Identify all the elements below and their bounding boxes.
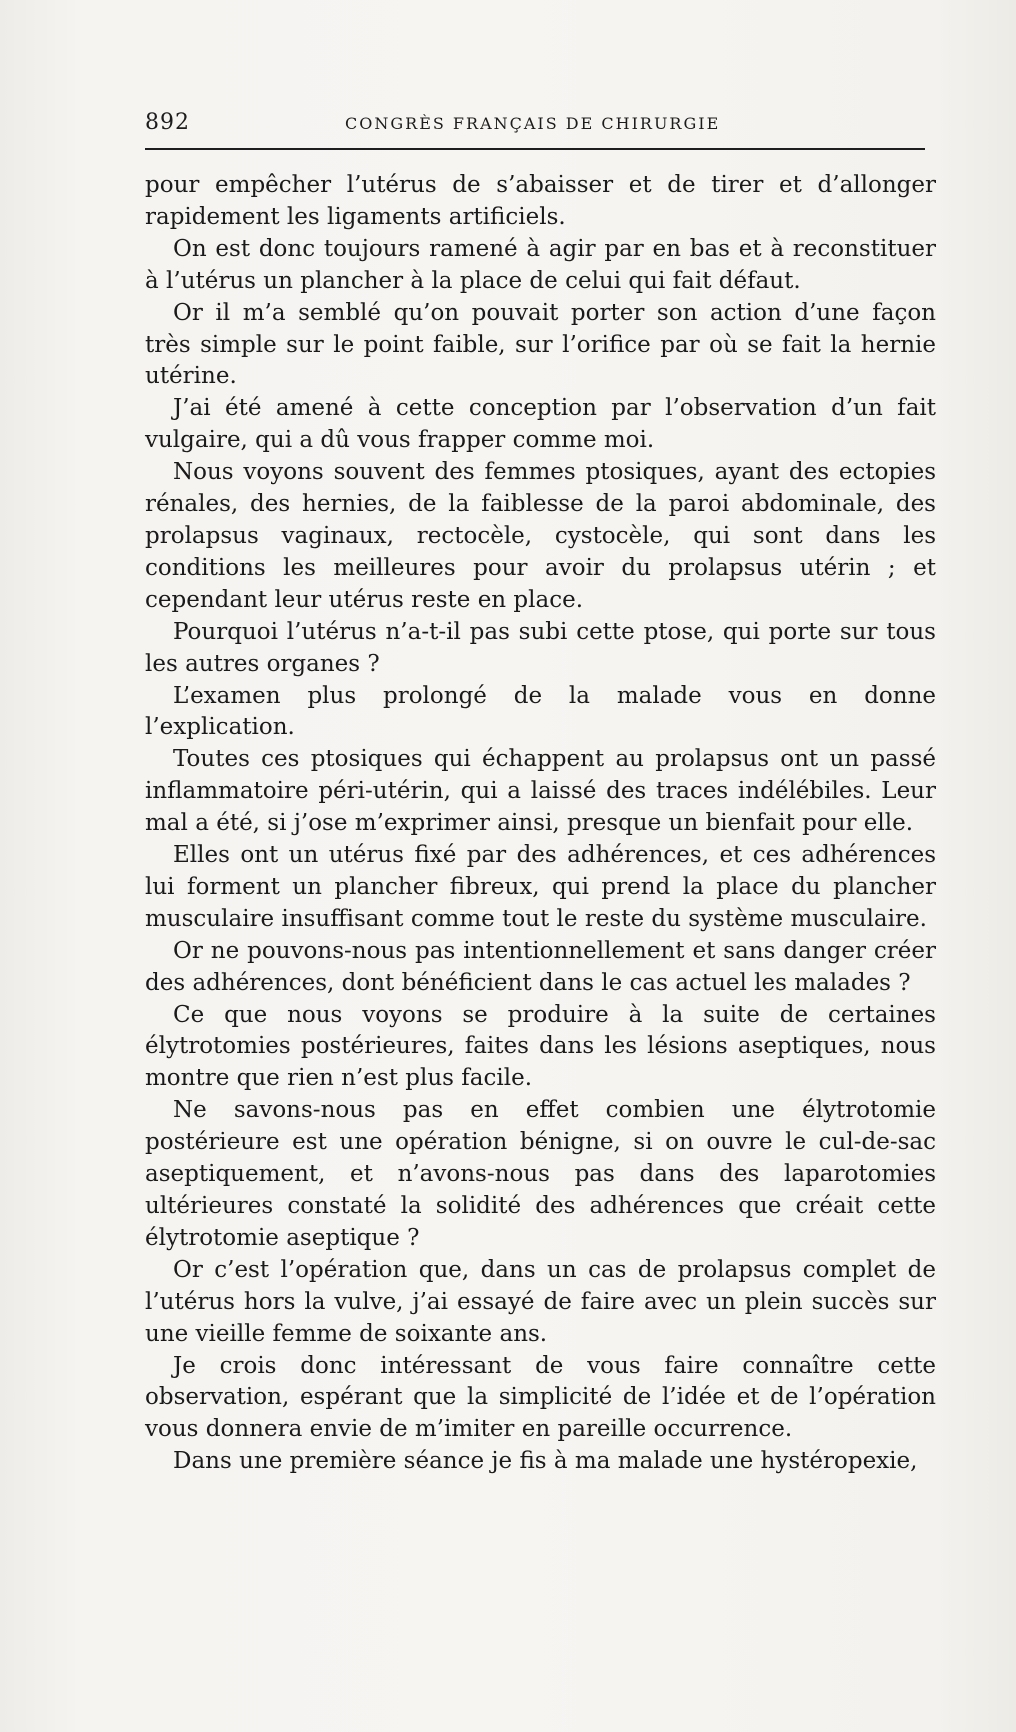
running-title: CONGRÈS FRANÇAIS DE CHIRURGIE [345, 114, 721, 133]
paragraph: Nous voyons souvent des femmes ptosiques, ayant des ectopies rénales, des hernies, de la faiblesse de la paroi abdominale, des prolapsus vaginaux, rectocèle, cystocèle, qui sont dans les conditions les meilleures pour avoir du prolapsus utérin ; et cependant leur utérus reste en place. [145, 459, 936, 613]
page-number: 892 [145, 110, 190, 135]
paragraph: Pourquoi l’utérus n’a-t-il pas subi cette ptose, qui porte sur tous les autres organes ? [145, 618, 936, 677]
paragraph: On est donc toujours ramené à agir par en bas et à reconstituer à l’utérus un plancher à la place de celui qui fait défaut. [145, 235, 936, 294]
body-text [145, 170, 936, 1478]
paragraph: pour empêcher l’utérus de s’abaisser et de tirer et d’allonger rapidement les ligaments artificiels. [145, 172, 936, 230]
page-header [145, 110, 925, 144]
paragraph: Ce que nous voyons se produire à la suite de certaines élytrotomies postérieures, faites dans les lésions aseptiques, nous montre que rien n’est plus facile. [145, 1001, 936, 1092]
paragraph: Elles ont un utérus fixé par des adhérences, et ces adhérences lui forment un plancher fibreux, qui prend la place du plancher musculaire insuffisant comme tout le reste du système musculaire. [145, 842, 936, 932]
paragraph: Ne savons-nous pas en effet combien une élytrotomie postérieure est une opération bénigne, si on ouvre le cul-de-sac aseptiquement, et n’avons-nous pas dans des laparotomies ultérieures constaté la solidité des adhérences que créait cette élytrotomie aseptique ? [145, 1097, 936, 1251]
paragraph: Or ne pouvons-nous pas intentionnellement et sans danger créer des adhérences, dont bénéficient dans le cas actuel les malades ? [145, 937, 936, 996]
paragraph: Or il m’a semblé qu’on pouvait porter son action d’une façon très simple sur le point faible, sur l’orifice par où se fait la hernie utérine. [145, 299, 936, 390]
paragraph: Je crois donc intéressant de vous faire connaître cette observation, espérant que la simplicité de l’idée et de l’opération vous donnera envie de m’imiter en pareille occurrence. [145, 1352, 936, 1443]
paragraph: Dans une première séance je fis à ma malade une hystéropexie, [173, 1448, 918, 1475]
paragraph: Toutes ces ptosiques qui échappent au prolapsus ont un passé inflammatoire péri-utérin, qui a laissé des traces indélébiles. Leur mal a été, si j’ose m’exprimer ainsi, presque un bienfait pour elle. [145, 746, 936, 837]
paragraph: L’examen plus prolongé de la malade vous en donne l’explication. [145, 682, 936, 741]
paragraph: Or c’est l’opération que, dans un cas de prolapsus complet de l’utérus hors la vulve, j’ai essayé de faire avec un plein succès sur une vieille femme de soixante ans. [145, 1256, 936, 1347]
header-rule [145, 148, 925, 150]
paragraph: J’ai été amené à cette conception par l’observation d’un fait vulgaire, qui a dû vous frapper comme moi. [145, 395, 936, 454]
